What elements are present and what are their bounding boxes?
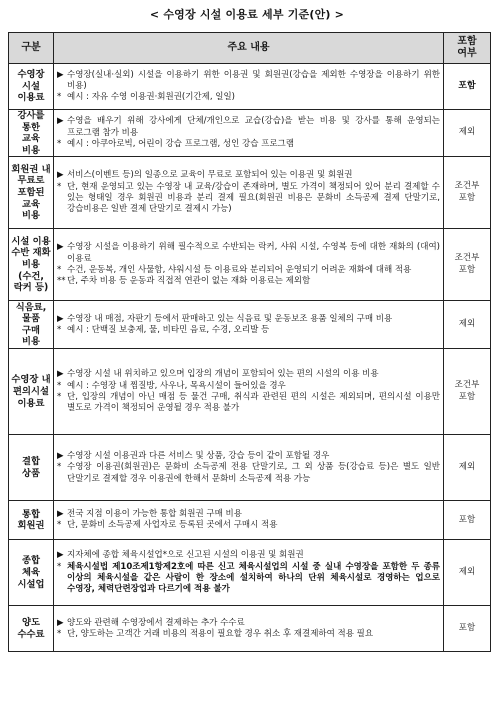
document-title: < 수영장 시설 이용료 세부 기준(안) > (149, 8, 345, 21)
item-text: 예시 : 아쿠아로빅, 어린이 강습 프로그램, 성인 강습 프로그램 (67, 138, 294, 149)
bullet-marker: * (57, 462, 62, 473)
bullet-marker: * (57, 628, 62, 639)
content-item (57, 462, 440, 485)
bullet-marker: ▶ (57, 450, 64, 461)
table-header-row (9, 33, 491, 64)
row-included: 포함 (444, 606, 491, 652)
content-item (57, 618, 440, 629)
row-content (54, 110, 444, 157)
row-content (54, 64, 444, 110)
table-row (9, 64, 491, 110)
item-text: 예시 : 단백질 보충제, 물, 비타민 음료, 수경, 오리발 등 (67, 324, 270, 335)
criteria-table (8, 32, 491, 652)
bullet-marker: ▶ (57, 617, 64, 628)
content-item (57, 116, 440, 139)
table-body (9, 64, 491, 652)
bullet-marker: ▶ (57, 170, 64, 181)
row-category: 통합 회원권 (9, 501, 54, 540)
header-content: 주요 내용 (54, 33, 444, 64)
table-row (9, 301, 491, 349)
content-item (57, 550, 440, 561)
header-included: 포함 여부 (444, 33, 491, 64)
row-content (54, 157, 444, 229)
content-item (57, 182, 440, 216)
row-included: 조건부 포함 (444, 349, 491, 435)
row-included: 포함 (444, 64, 491, 110)
content-item (57, 520, 440, 531)
item-text: 수영장 이용권(회원권)은 문화비 소득공제 전용 단말기로, 그 외 상품 등(강습료 등)은 별도 일반 단말기로 결제할 경우 이용권에 한해서 문화비 소득공제 적용 가능 (67, 462, 440, 484)
content-item (57, 170, 440, 181)
item-text: 단, 현재 운영되고 있는 수영장 내 교육/강습이 존재하며, 별도 가격이 책정되어 있어 분리 결제할 수 있는 형태일 경우 회원권 비용과 분리 결제 필요(회원권 비용은 문화비 소득공제 결제 단말기로, 강습비용은 일반 결제 단말기로 결제시 가능) (67, 181, 440, 215)
table-row (9, 606, 491, 652)
row-content (54, 606, 444, 652)
bullet-marker: * (57, 138, 62, 149)
bullet-marker: ▶ (57, 242, 64, 253)
table-row (9, 540, 491, 606)
item-text: 수영장 시설 이용권과 다른 서비스 및 상품, 강습 등이 같이 포함될 경우 (67, 450, 330, 461)
item-text: 양도와 관련해 수영장에서 결제하는 추가 수수료 (67, 617, 245, 628)
bullet-marker: ▶ (57, 509, 64, 520)
row-category: 수영장 시설 이용료 (9, 64, 54, 110)
bullet-marker: * (57, 391, 62, 402)
bullet-marker: * (57, 264, 62, 275)
item-text: 예시 : 자유 수영 이용권·회원권(기간제, 일일) (67, 92, 235, 103)
row-category: 종합 체육 시설업 (9, 540, 54, 606)
bullet-marker: ▶ (57, 116, 64, 127)
content-item (57, 276, 440, 287)
content-item (57, 314, 440, 325)
row-content (54, 435, 444, 501)
bullet-marker: ▶ (57, 313, 64, 324)
item-text: 수영장 내 매점, 자판기 등에서 판매하고 있는 식음료 및 운동보조 용품 일체의 구매 비용 (67, 313, 393, 324)
bullet-marker: * (57, 520, 62, 531)
table-row (9, 229, 491, 301)
table-row (9, 501, 491, 540)
bullet-marker: ** (57, 276, 66, 287)
item-text: 지자체에 종합 체육시설업*으로 신고된 시설의 이용권 및 회원권 (67, 550, 304, 561)
row-category: 시설 이용 수반 재화 비용 (수건, 락커 등) (9, 229, 54, 301)
item-text: 수영장 시설을 이용하기 위해 필수적으로 수반되는 락커, 샤워 시설, 수영복 등에 대한 재화의 (대여) 이용료 (67, 242, 440, 264)
content-item (57, 369, 440, 380)
bullet-marker: ▶ (57, 550, 64, 561)
row-content (54, 229, 444, 301)
row-content (54, 501, 444, 540)
row-included: 조건부 포함 (444, 229, 491, 301)
row-category: 식음료, 물품 구매 비용 (9, 301, 54, 349)
item-text: 단, 문화비 소득공제 사업자로 등록된 곳에서 구매시 적용 (67, 520, 278, 531)
content-item (57, 325, 440, 336)
row-category: 강사를 통한 교육 비용 (9, 110, 54, 157)
item-text: 수영장(실내·실외) 시설을 이용하기 위한 이용권 및 회원권(강습을 제외한 수영장을 이용하기 위한 비용) (67, 69, 440, 91)
content-item (57, 392, 440, 415)
table-row (9, 157, 491, 229)
bullet-marker: * (57, 92, 62, 103)
item-text: 단, 입장의 개념이 아닌 매점 등 물건 구매, 취식과 관련된 편의 시설은 제외되며, 편의시설 이용만 별도로 가격이 책정되어 운영될 경우 적용 불가 (67, 391, 440, 414)
header-category: 구분 (9, 33, 54, 64)
row-category: 회원권 내 무료로 포함된 교육 비용 (9, 157, 54, 229)
row-included: 제외 (444, 301, 491, 349)
item-text: 수영을 배우기 위해 강사에게 단체/개인으로 교습(강습)을 받는 비용 및 강사를 통해 운영되는 프로그램 참가 비용 (67, 116, 440, 138)
row-included: 제외 (444, 435, 491, 501)
item-text: 단, 주차 비용 등 운동과 직접적 연관이 없는 재화 이용료는 제외함 (67, 276, 311, 287)
item-text: 수건, 운동복, 개인 사물함, 샤워시설 등 이용료와 분리되어 운영되기 어려운 재화에 대해 적용 (67, 264, 412, 275)
row-content (54, 540, 444, 606)
row-included: 제외 (444, 540, 491, 606)
content-item (57, 562, 440, 596)
content-item (57, 381, 440, 392)
content-item (57, 242, 440, 265)
item-text: 서비스(이벤트 등)의 일종으로 교육이 무료로 포함되어 있는 이용권 및 회원권 (67, 170, 353, 181)
content-item (57, 509, 440, 520)
content-item (57, 265, 440, 276)
table-row (9, 110, 491, 157)
table-row (9, 349, 491, 435)
content-item (57, 451, 440, 462)
row-content (54, 349, 444, 435)
bullet-marker: * (57, 324, 62, 335)
content-item (57, 92, 440, 103)
item-text: 전국 지점 이용이 가능한 통합 회원권 구매 비용 (67, 509, 242, 520)
row-category: 양도 수수료 (9, 606, 54, 652)
bullet-marker: ▶ (57, 69, 64, 80)
item-text: 단, 양도하는 고객간 거래 비용의 적용이 필요할 경우 취소 후 재결제하여 적용 필요 (67, 628, 374, 639)
content-item (57, 629, 440, 640)
item-text: 수영장 시설 내 위치하고 있으며 입장의 개념이 포함되어 있는 편의 시설의 이용 비용 (67, 369, 379, 380)
content-item (57, 139, 440, 150)
row-content (54, 301, 444, 349)
row-category: 결합 상품 (9, 435, 54, 501)
content-item (57, 70, 440, 93)
row-included: 조건부 포함 (444, 157, 491, 229)
row-category: 수영장 내 편의시설 이용료 (9, 349, 54, 435)
bullet-marker: ▶ (57, 369, 64, 380)
bullet-marker: * (57, 380, 62, 391)
row-included: 제외 (444, 110, 491, 157)
table-row (9, 435, 491, 501)
row-included: 포함 (444, 501, 491, 540)
item-text: 체육시설법 제10조제1항제2호에 따른 신고 체육시설업의 시설 중 실내 수영장을 포함한 두 종류 이상의 체육시설을 같은 사람이 한 장소에 설치하여 하나의 단위 체육시설로 경영하는 업으로 수영장, 체력단련장업과 다르기에 적용 불가 (67, 561, 440, 595)
bullet-marker: * (57, 561, 62, 572)
bullet-marker: * (57, 181, 62, 192)
item-text: 예시 : 수영장 내 찜질방, 사우나, 목욕시설이 들어있을 경우 (67, 380, 286, 391)
